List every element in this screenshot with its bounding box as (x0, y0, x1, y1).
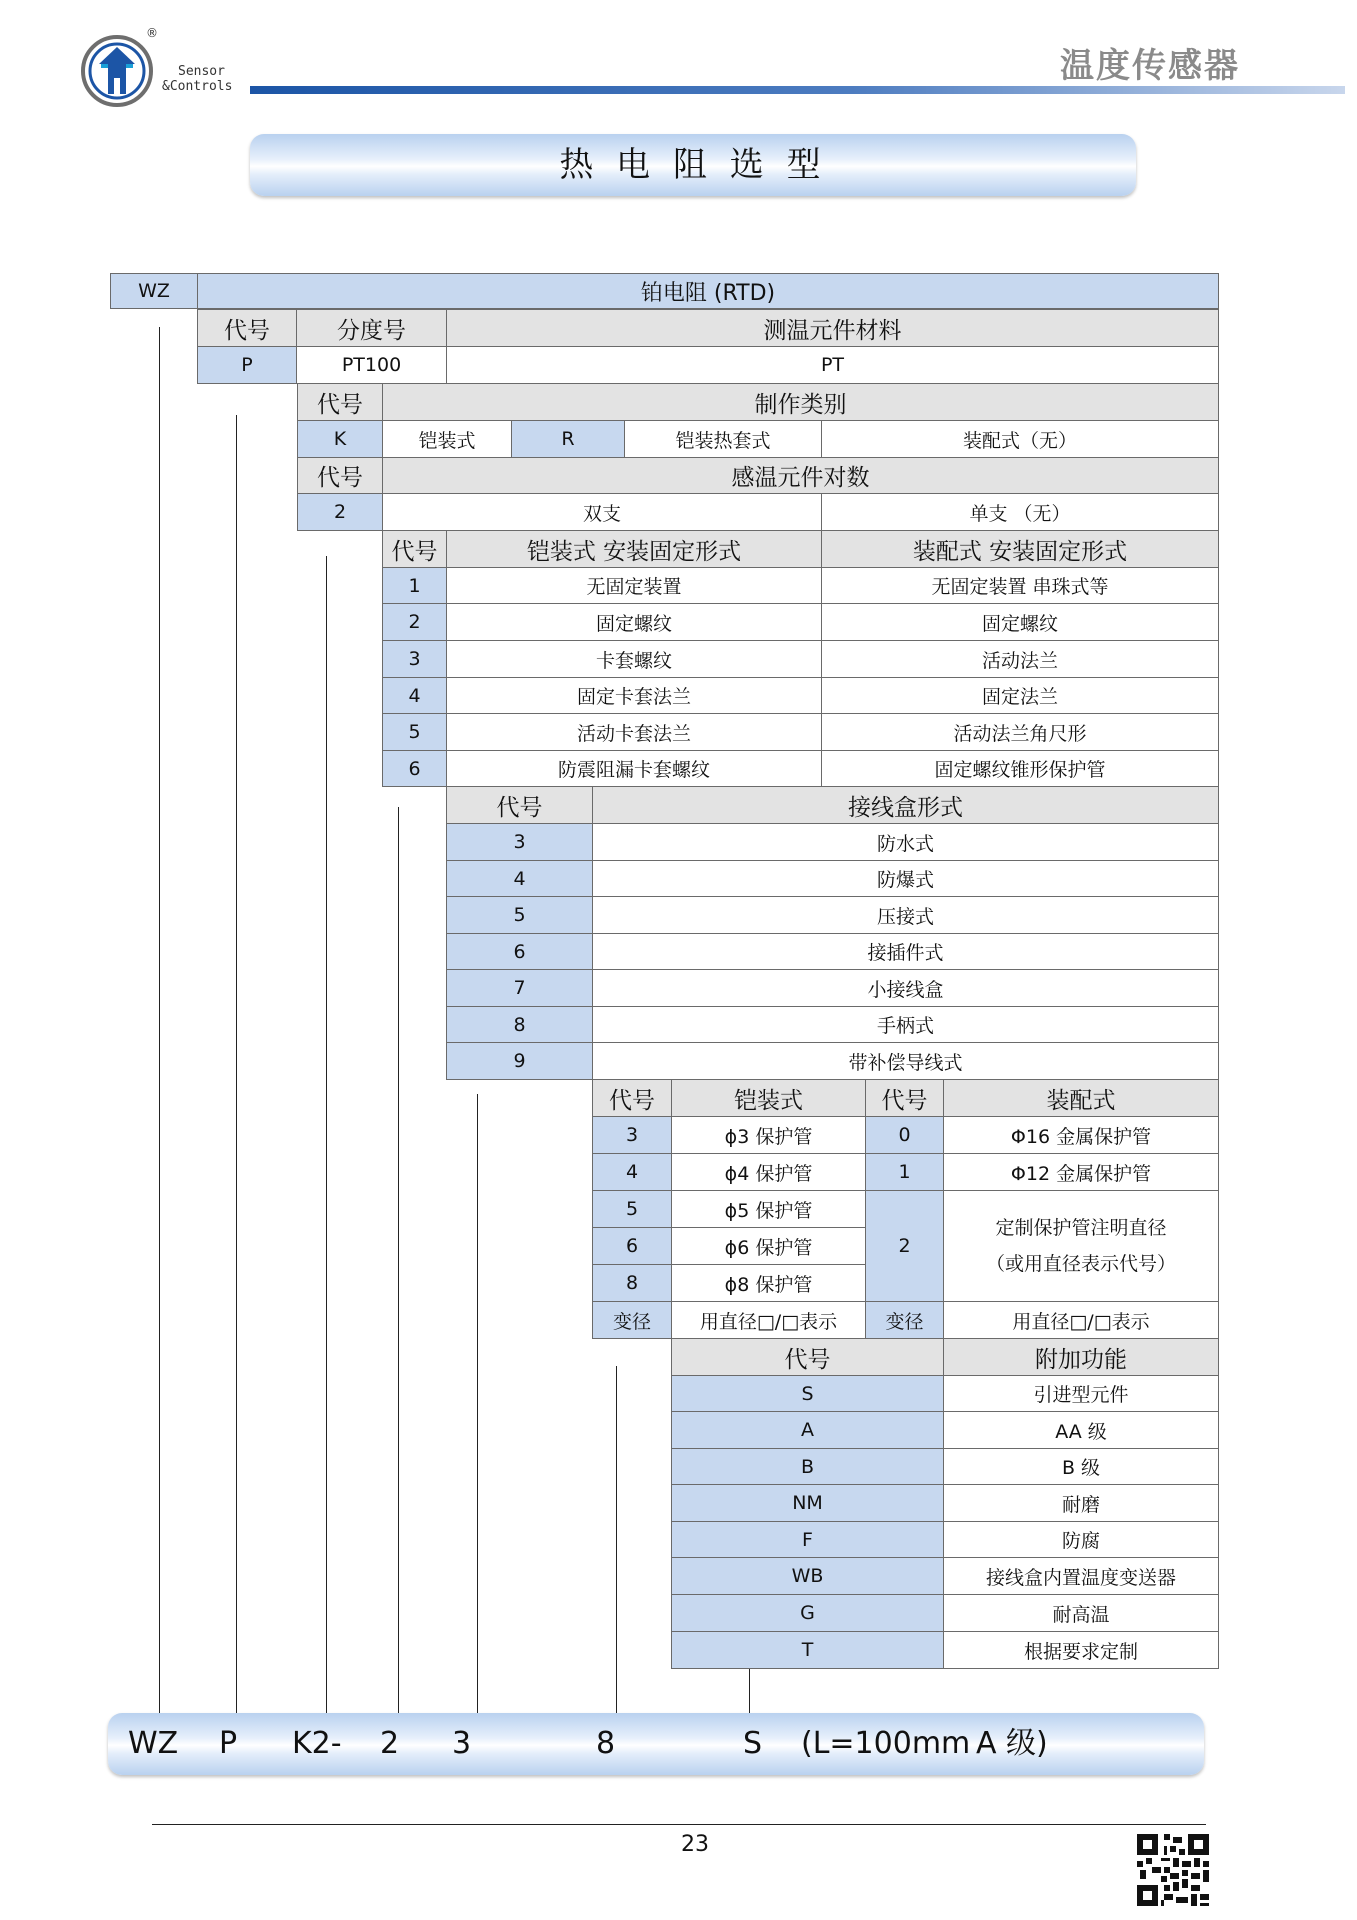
type-armored-sleeve: 铠装热套式 (624, 420, 822, 458)
junction-name: 接插件式 (592, 933, 1219, 970)
material-header-index: 分度号 (296, 309, 447, 347)
junction-name: 压接式 (592, 896, 1219, 934)
tube-armored-code: 3 (592, 1116, 672, 1154)
tube-assembled-code: 1 (865, 1153, 944, 1191)
example-part-p: P (219, 1726, 238, 1761)
extra-name: 引进型元件 (943, 1375, 1219, 1412)
connector-line (159, 327, 160, 1715)
mounting-assembled: 无固定装置 串珠式等 (821, 567, 1219, 604)
junction-code: 7 (446, 969, 593, 1007)
extra-name: 防腐 (943, 1521, 1219, 1558)
tube-assembled-code: 0 (865, 1116, 944, 1154)
material-code: P (197, 346, 297, 384)
tube-armored-name: ϕ6 保护管 (671, 1227, 866, 1265)
junction-header-name: 接线盒形式 (592, 786, 1219, 824)
pairs-single: 单支 （无） (821, 493, 1219, 531)
tube-assembled-name: Φ16 金属保护管 (943, 1116, 1219, 1154)
extra-code: G (671, 1594, 944, 1632)
tube-assembled-name: 定制保护管注明直径（或用直径表示代号） (943, 1190, 1219, 1302)
extra-code: S (671, 1375, 944, 1412)
extra-code: A (671, 1411, 944, 1449)
mounting-assembled: 固定螺纹锥形保护管 (821, 750, 1219, 787)
extra-code: NM (671, 1484, 944, 1522)
type-assembled: 装配式（无） (821, 420, 1219, 458)
mounting-header-assembled: 装配式 安装固定形式 (821, 530, 1219, 568)
junction-name: 防爆式 (592, 860, 1219, 897)
tube-header-code-armored: 代号 (592, 1079, 672, 1117)
connector-line (749, 1669, 750, 1715)
pairs-code: 2 (297, 493, 383, 531)
qr-code (1137, 1834, 1209, 1906)
tube-armored-code: 8 (592, 1264, 672, 1302)
tube-header-code-assembled: 代号 (865, 1079, 944, 1117)
extra-code: F (671, 1521, 944, 1558)
logo-text-line2: &Controls (162, 79, 233, 94)
example-part-extra: S (743, 1726, 763, 1761)
junction-code: 9 (446, 1042, 593, 1080)
mounting-code: 1 (382, 567, 447, 604)
pairs-header-name: 感温元件对数 (382, 457, 1219, 494)
example-part-junction: 8 (596, 1726, 616, 1761)
tube-armored-code: 变径 (592, 1301, 672, 1339)
example-part-grade: A 级) (976, 1726, 1048, 1761)
rtd-title: 铂电阻 (RTD) (197, 273, 1219, 309)
tube-assembled-code: 变径 (865, 1301, 944, 1339)
extra-header-name: 附加功能 (943, 1338, 1219, 1376)
mounting-armored: 固定螺纹 (446, 603, 822, 641)
extra-name: B 级 (943, 1448, 1219, 1485)
example-part-wz: WZ (128, 1726, 179, 1761)
example-part-k2: K2- (292, 1726, 342, 1761)
junction-header-code: 代号 (446, 786, 593, 824)
tube-armored-code: 5 (592, 1190, 672, 1228)
mounting-armored: 防震阻漏卡套螺纹 (446, 750, 822, 787)
extra-name: 根据要求定制 (943, 1631, 1219, 1669)
material-header-name: 测温元件材料 (446, 309, 1219, 347)
mounting-header-armored: 铠装式 安装固定形式 (446, 530, 822, 568)
tube-assembled-name: 用直径□/□表示 (943, 1301, 1219, 1339)
type-armored: 铠装式 (382, 420, 512, 458)
junction-name: 小接线盒 (592, 969, 1219, 1007)
tube-armored-name: ϕ4 保护管 (671, 1153, 866, 1191)
type-header-code: 代号 (297, 383, 383, 421)
example-part-mounting: 3 (452, 1726, 472, 1761)
connector-line (326, 556, 327, 1715)
extra-header-code: 代号 (671, 1338, 944, 1376)
mounting-assembled: 活动法兰角尺形 (821, 713, 1219, 751)
tube-armored-name: 用直径□/□表示 (671, 1301, 866, 1339)
tube-header-assembled: 装配式 (943, 1079, 1219, 1117)
connector-line (398, 807, 399, 1715)
mounting-header-code: 代号 (382, 530, 447, 568)
mounting-armored: 卡套螺纹 (446, 640, 822, 678)
type-header-name: 制作类别 (382, 383, 1219, 421)
tube-armored-code: 6 (592, 1227, 672, 1265)
mounting-armored: 固定卡套法兰 (446, 677, 822, 714)
junction-code: 6 (446, 933, 593, 970)
pairs-header-code: 代号 (297, 457, 383, 494)
junction-code: 5 (446, 896, 593, 934)
tube-armored-code: 4 (592, 1153, 672, 1191)
junction-name: 防水式 (592, 823, 1219, 861)
tube-armored-name: ϕ8 保护管 (671, 1264, 866, 1302)
mounting-assembled: 活动法兰 (821, 640, 1219, 678)
junction-code: 3 (446, 823, 593, 861)
material-index: PT100 (296, 346, 447, 384)
tube-assembled-name: Φ12 金属保护管 (943, 1153, 1219, 1191)
tube-armored-name: ϕ3 保护管 (671, 1116, 866, 1154)
extra-name: 耐高温 (943, 1594, 1219, 1632)
page-number: 23 (681, 1832, 709, 1857)
mounting-code: 3 (382, 640, 447, 678)
footer-rule (152, 1824, 1206, 1825)
type-code-k: K (297, 420, 383, 458)
junction-name: 手柄式 (592, 1006, 1219, 1043)
material-value: PT (446, 346, 1219, 384)
mounting-code: 6 (382, 750, 447, 787)
material-header-code: 代号 (197, 309, 297, 347)
extra-code: T (671, 1631, 944, 1669)
pairs-double: 双支 (382, 493, 822, 531)
tube-assembled-code: 2 (865, 1190, 944, 1302)
registered-mark: ® (146, 26, 158, 40)
mounting-armored: 活动卡套法兰 (446, 713, 822, 751)
junction-code: 4 (446, 860, 593, 897)
page-title: 热 电 阻 选 型 (559, 145, 827, 185)
junction-name: 带补偿导线式 (592, 1042, 1219, 1080)
extra-name: AA 级 (943, 1411, 1219, 1449)
mounting-code: 4 (382, 677, 447, 714)
header-rule (250, 86, 1345, 94)
extra-name: 耐磨 (943, 1484, 1219, 1522)
category-title: 温度传感器 (1060, 46, 1240, 86)
connector-line (616, 1366, 617, 1715)
mounting-code: 5 (382, 713, 447, 751)
code-wz: WZ (110, 273, 198, 309)
company-logo (80, 34, 154, 108)
example-part-length: (L=100mm (801, 1726, 971, 1761)
mounting-armored: 无固定装置 (446, 567, 822, 604)
type-code-r: R (511, 420, 625, 458)
example-part-pairs: 2 (380, 1726, 400, 1761)
mounting-assembled: 固定法兰 (821, 677, 1219, 714)
extra-code: B (671, 1448, 944, 1485)
tube-armored-name: ϕ5 保护管 (671, 1190, 866, 1228)
extra-name: 接线盒内置温度变送器 (943, 1557, 1219, 1595)
mounting-code: 2 (382, 603, 447, 641)
extra-code: WB (671, 1557, 944, 1595)
tube-header-armored: 铠装式 (671, 1079, 866, 1117)
connector-line (477, 1094, 478, 1715)
connector-line (236, 415, 237, 1715)
mounting-assembled: 固定螺纹 (821, 603, 1219, 641)
junction-code: 8 (446, 1006, 593, 1043)
logo-text-line1: Sensor (178, 64, 225, 79)
